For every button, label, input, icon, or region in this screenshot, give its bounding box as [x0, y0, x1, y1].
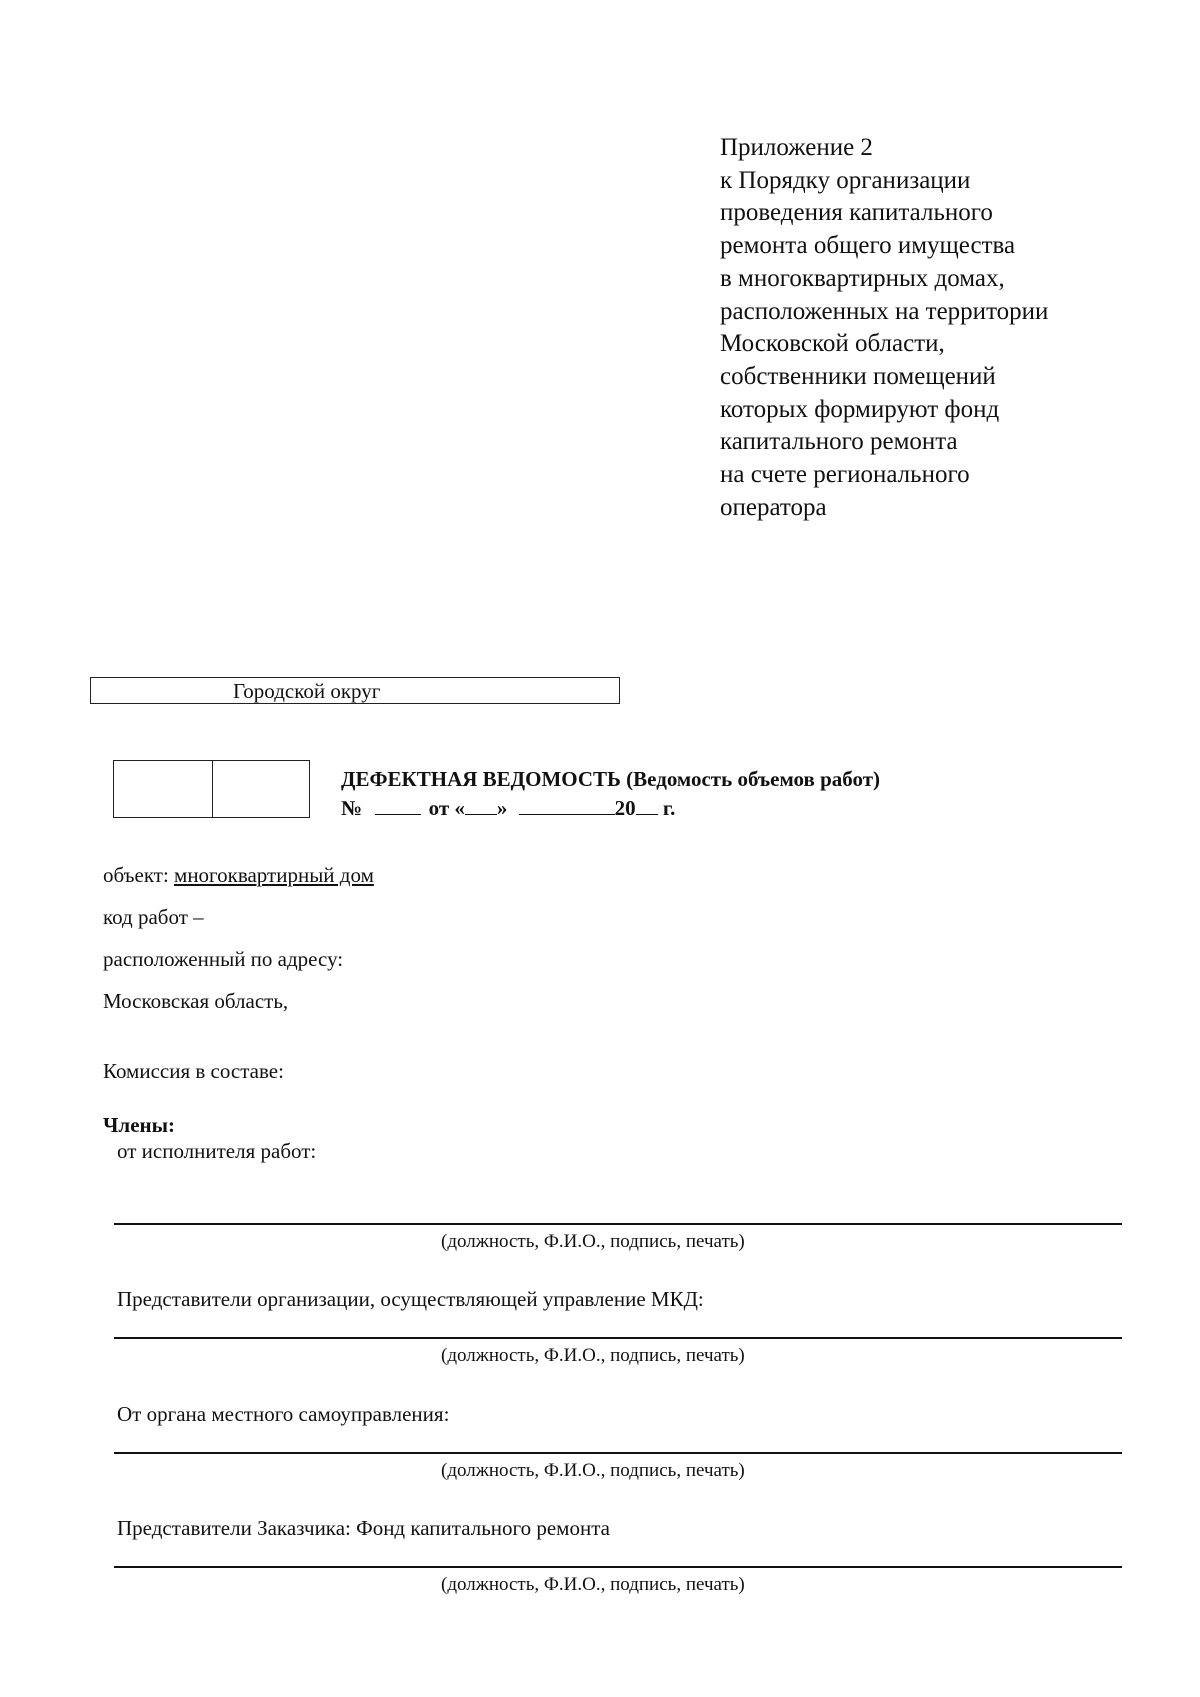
contractor-label: от исполнителя работ:	[117, 1139, 317, 1163]
signature-line-contractor[interactable]	[114, 1223, 1122, 1225]
year-prefix: 20	[614, 796, 636, 820]
year-suffix: г.	[662, 796, 676, 820]
signature-line-customer[interactable]	[114, 1566, 1122, 1568]
signature-caption: (должность, Ф.И.О., подпись, печать)	[441, 1574, 745, 1595]
appendix-line: Московской области,	[720, 330, 945, 358]
signature-caption: (должность, Ф.И.О., подпись, печать)	[441, 1345, 745, 1366]
number-blank[interactable]	[375, 794, 421, 815]
work-code-line: код работ –	[103, 905, 204, 929]
number-sign: №	[341, 796, 363, 820]
signature-line-local-gov[interactable]	[114, 1452, 1122, 1454]
appendix-line: к Порядку организации	[720, 166, 971, 194]
customer-label: Представители Заказчика: Фонд капитального ремонта	[117, 1516, 610, 1540]
object-value: многоквартирный дом	[174, 863, 374, 887]
appendix-line: собственники помещений	[720, 362, 996, 390]
members-label: Члены:	[103, 1113, 176, 1137]
appendix-line: на счете регионального	[720, 461, 970, 489]
local-gov-label: От органа местного самоуправления:	[117, 1402, 450, 1426]
code-cell-right[interactable]	[212, 761, 310, 817]
signature-line-management[interactable]	[114, 1337, 1122, 1339]
appendix-line: расположенных на территории	[720, 297, 1049, 325]
code-box[interactable]	[113, 760, 310, 818]
signature-caption: (должность, Ф.И.О., подпись, печать)	[441, 1460, 745, 1481]
appendix-line: которых формируют фонд	[720, 395, 1000, 423]
district-box[interactable]	[90, 677, 620, 704]
address-value: Московская область,	[103, 989, 289, 1013]
appendix-line: проведения капитального	[720, 199, 993, 227]
appendix-line: капитального ремонта	[720, 428, 958, 456]
management-label: Представители организации, осуществляющей управление МКД:	[117, 1287, 704, 1311]
appendix-header	[720, 132, 1160, 524]
document-number-line	[341, 794, 675, 822]
object-label: объект:	[103, 863, 169, 887]
year-blank[interactable]	[636, 794, 658, 815]
appendix-line: ремонта общего имущества	[720, 232, 1016, 260]
document-title: ДЕФЕКТНАЯ ВЕДОМОСТЬ (Ведомость объемов работ)	[341, 767, 881, 791]
signature-caption: (должность, Ф.И.О., подпись, печать)	[441, 1231, 745, 1252]
commission-title: Комиссия в составе:	[103, 1059, 284, 1083]
address-label: расположенный по адресу:	[103, 947, 344, 971]
appendix-line: Приложение 2	[720, 134, 873, 161]
object-line	[103, 862, 374, 888]
quote-close: »	[496, 796, 508, 820]
appendix-line: оператора	[720, 493, 827, 521]
day-blank[interactable]	[465, 794, 497, 815]
month-blank[interactable]	[519, 794, 615, 815]
code-cell-left[interactable]	[114, 761, 212, 817]
district-label: Городской округ	[233, 679, 381, 703]
appendix-line: в многоквартирных домах,	[720, 264, 1005, 292]
date-from-label: от «	[428, 796, 465, 820]
